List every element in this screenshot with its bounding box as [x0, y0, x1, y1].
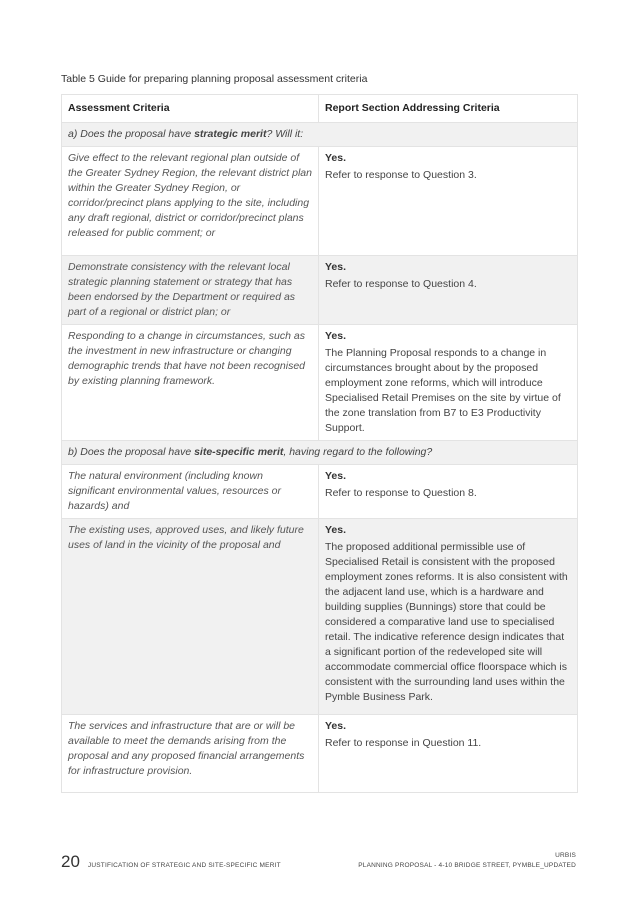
header-report-section: Report Section Addressing Criteria — [319, 95, 578, 123]
response-yes: Yes. — [325, 720, 347, 732]
criteria-cell: Demonstrate consistency with the relevant local strategic planning statement or strategy that has been endorsed by the Department or required as part of a regional or district plan; or — [62, 256, 319, 325]
response-yes: Yes. — [325, 261, 347, 273]
response-yes: Yes. — [325, 330, 347, 342]
section-a-pre: a) Does the proposal have — [68, 128, 195, 140]
response-text: The Planning Proposal responds to a change in circumstances brought about by the proposed employment zone reforms, which will introduce Specialised Retail Premises on the site by virtue of the zone translation from B7 to E3 Productivity Support. — [325, 347, 561, 434]
section-b-post: , having regard to the following? — [283, 446, 433, 458]
table-row — [62, 519, 578, 715]
criteria-cell: Give effect to the relevant regional plan outside of the Greater Sydney Region, the relevant district plan within the Greater Sydney Region, or corridor/precinct plans applying to the site, including any draft regional, district or corridor/precinct plans released for public comment; or — [62, 147, 319, 256]
table-row — [62, 256, 578, 325]
section-a-heading — [62, 123, 578, 147]
section-b-heading — [62, 441, 578, 465]
footer-company: URBIS — [555, 852, 576, 859]
response-text: Refer to response to Question 8. — [325, 487, 477, 499]
table-row — [62, 147, 578, 256]
criteria-cell: The services and infrastructure that are or will be available to meet the demands arising from the proposal and any proposed financial arrangements for infrastructure provision. — [62, 715, 319, 793]
assessment-criteria-table — [61, 94, 578, 793]
header-assessment-criteria: Assessment Criteria — [62, 95, 319, 123]
criteria-cell: Responding to a change in circumstances, such as the investment in new infrastructure or changing demographic trends that have not been recognised by existing planning framework. — [62, 325, 319, 441]
response-text: Refer to response to Question 3. — [325, 169, 477, 181]
response-text: Refer to response to Question 4. — [325, 278, 477, 290]
table-row — [62, 715, 578, 793]
section-a-row — [62, 123, 578, 147]
response-yes: Yes. — [325, 470, 347, 482]
response-cell — [319, 256, 578, 325]
table-header-row — [62, 95, 578, 123]
section-b-row — [62, 441, 578, 465]
page-number: 20 — [61, 852, 80, 871]
footer-right — [358, 851, 576, 871]
section-a-bold: strategic merit — [194, 128, 267, 140]
footer-left — [61, 852, 281, 872]
table-row — [62, 325, 578, 441]
response-cell — [319, 465, 578, 519]
table-caption: Table 5 Guide for preparing planning proposal assessment criteria — [61, 73, 368, 85]
table-row — [62, 465, 578, 519]
footer-document-title: PLANNING PROPOSAL - 4-10 BRIDGE STREET, PYMBLE_UPDATED — [358, 862, 576, 869]
response-text: Refer to response in Question 11. — [325, 737, 482, 749]
response-cell — [319, 715, 578, 793]
response-cell — [319, 325, 578, 441]
response-yes: Yes. — [325, 152, 347, 164]
response-text: The proposed additional permissible use of Specialised Retail is consistent with the proposed employment zones reforms. It is also consistent with the adjacent land use, which is a hardware and building supplies (Bunnings) store that could be considered a comparative land use to specialised retail. The indicative reference design indicates that a significant portion of the redeveloped site will accommodate commercial office floorspace which is consistent with the surrounding land uses within the Pymble Business Park. — [325, 541, 568, 703]
section-b-bold: site-specific merit — [194, 446, 284, 458]
criteria-cell: The natural environment (including known significant environmental values, resources or hazards) and — [62, 465, 319, 519]
section-b-pre: b) Does the proposal have — [68, 446, 195, 458]
footer-section-title: JUSTIFICATION OF STRATEGIC AND SITE-SPECIFIC MERIT — [87, 862, 281, 869]
criteria-cell: The existing uses, approved uses, and likely future uses of land in the vicinity of the proposal and — [62, 519, 319, 715]
section-a-post: ? Will it: — [266, 128, 304, 140]
response-cell — [319, 519, 578, 715]
response-yes: Yes. — [325, 524, 347, 536]
response-cell — [319, 147, 578, 256]
